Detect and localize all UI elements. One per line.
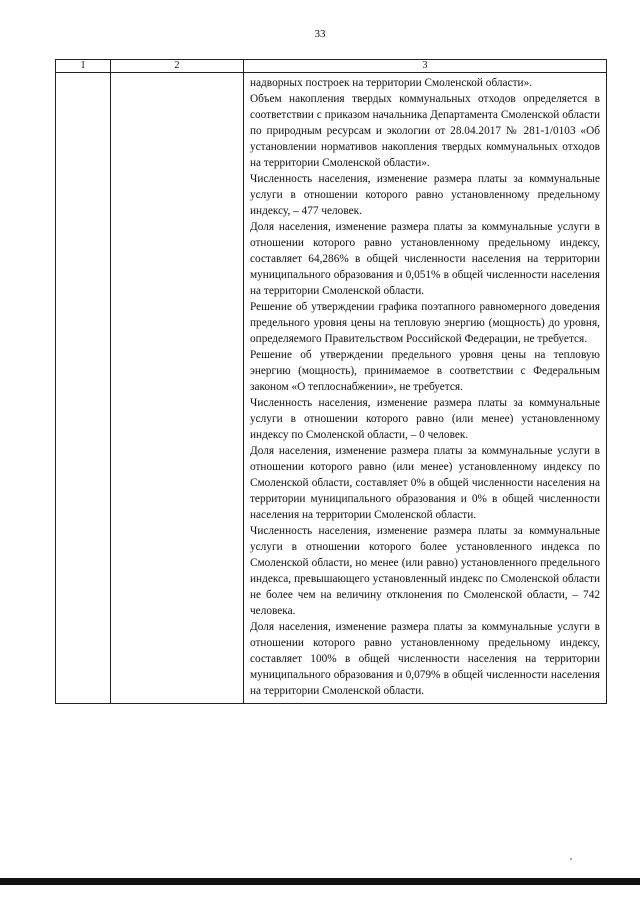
column-3-cell xyxy=(244,73,607,704)
column-2-cell xyxy=(111,73,244,704)
paragraph: Доля населения, изменение размера платы за коммунальные услуги в отношении которого равно установленному предельному индексу, составляет 100% в общей численности населения на территории муниципального образования и 0,079% в общей численности населения на территории Смоленской области. xyxy=(250,621,600,697)
scan-speck xyxy=(570,858,572,860)
column-header-1: 1 xyxy=(56,60,111,73)
page-footer-bar xyxy=(0,878,640,885)
paragraph: Решение об утверждении графика поэтапного равномерного доведения предельного уровня цены на тепловую энергию (мощность) до уровня, определяемого Правительством Российской Федерации, не требуется. xyxy=(250,301,600,345)
page-number: 33 xyxy=(314,28,326,40)
paragraph: Численность населения, изменение размера платы за коммунальные услуги в отношении которого равно (или менее) установленному индексу по Смоленской области, – 0 человек. xyxy=(250,397,600,441)
document-table xyxy=(55,59,607,704)
paragraph: Численность населения, изменение размера платы за коммунальные услуги в отношении которого равно установленному предельному индексу, – 477 человек. xyxy=(250,173,600,217)
column-header-3: 3 xyxy=(244,60,607,73)
paragraph: Решение об утверждении предельного уровня цены на тепловую энергию (мощность), принимаемое в соответствии с Федеральным законом «О теплоснабжении», не требуется. xyxy=(250,349,600,393)
column-header-2: 2 xyxy=(111,60,244,73)
column-1-cell xyxy=(56,73,111,704)
paragraph: Объем накопления твердых коммунальных отходов определяется в соответствии с приказом начальника Департамента Смоленской области по природным ресурсам и экологии от 28.04.2017 № 281-1/0103 «Об установлении нормативов накопления твердых коммунальных отходов на территории Смоленской области». xyxy=(250,93,600,169)
paragraph: Численность населения, изменение размера платы за коммунальные услуги в отношении которого более установленного индекса по Смоленской области, но менее (или равно) установленного предельного индекса, превышающего установленный индекс по Смоленской области не более чем на величину отклонения по Смоленской области, – 742 человека. xyxy=(250,525,600,617)
table-header-row xyxy=(56,60,607,73)
paragraph: Доля населения, изменение размера платы за коммунальные услуги в отношении которого равно установленному предельному индексу, составляет 64,286% в общей численности населения на территории муниципального образования и 0,051% в общей численности населения на территории Смоленской области. xyxy=(250,221,600,297)
paragraph: Доля населения, изменение размера платы за коммунальные услуги в отношении которого равно (или менее) установленному индексу по Смоленской области, составляет 0% в общей численности населения на территории муниципального образования и 0% в общей численности населения на территории Смоленской области. xyxy=(250,445,600,521)
paragraph: надворных построек на территории Смоленской области». xyxy=(250,77,533,89)
table-row xyxy=(56,73,607,704)
